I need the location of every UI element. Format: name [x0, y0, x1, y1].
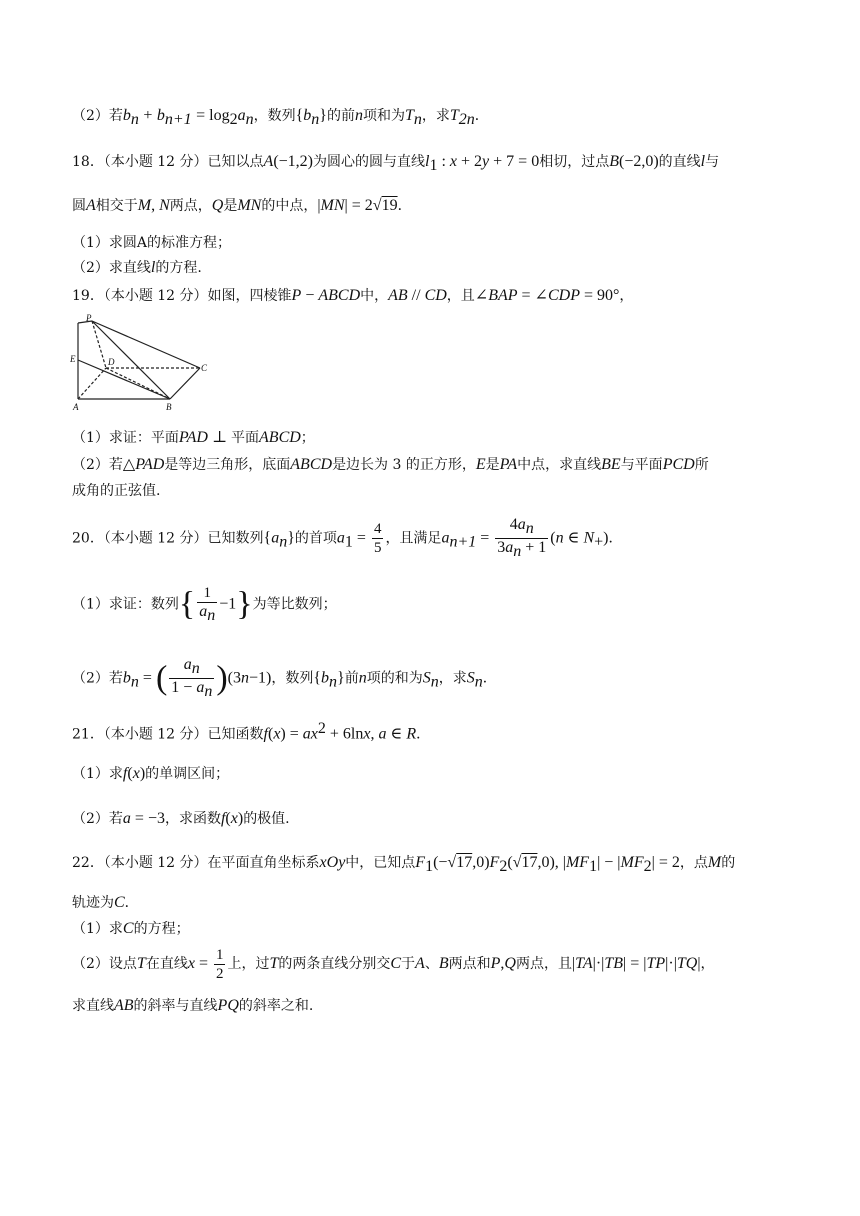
q18-stem-line2: 圆A相交于M, N两点，Q是MN的中点，|MN| = 2√19． — [72, 197, 412, 214]
label-a: A — [73, 402, 79, 412]
q22-part1: （1）求C的方程； — [72, 920, 190, 937]
pyramid-figure — [70, 313, 210, 413]
q21-part1: （1）求f(x)的单调区间； — [72, 765, 230, 782]
q18-part2: （2）求直线l的方程. — [72, 259, 202, 276]
q20-part2: （2）若$b_n$ = ( $\frac{a_n}{1 - a_n}$ )(3n−1)，数列$\{b_n\}$前n项的和为$S_n$，求$S_n$． — [72, 656, 497, 700]
q22-stem-line2: 轨迹为C． — [72, 894, 139, 911]
q19-stem: 19．（本小题 12 分）如图，四棱锥P − ABCD中，AB // CD，且∠BAP = ∠CDP = 90°， — [72, 287, 634, 304]
label-c: C — [201, 363, 208, 373]
q21-part2: （2）若a = −3，求函数f(x)的极值. — [72, 810, 290, 827]
label-d: D — [108, 357, 115, 367]
label-p: P — [86, 313, 92, 323]
q19-part1: （1）求证：平面PAD ⊥ 平面ABCD； — [72, 429, 315, 446]
q18-stem-line1: 18．（本小题 12 分）已知以点A(−1,2)为圆心的圆与直线$l_1$ : x + 2y + 7 = 0相切，过点B(−2,0)的直线l与 — [72, 153, 720, 174]
q20-part1: （1）求证：数列{ $\frac{1}{a_n}$ −1}为等比数列； — [72, 585, 337, 624]
q18-part1: （1）求圆A的标准方程； — [72, 235, 232, 251]
q19-part2-line1: （2）若△PAD是等边三角形，底面ABCD是边长为 3 的正方形，E是PA中点，求直线BE与平面PCD所 — [72, 456, 709, 473]
label-b: B — [166, 402, 172, 412]
q21-stem: 21．（本小题 12 分）已知函数$f(x) = ax^2 + 6\ln x$, a ∈ R． — [72, 720, 431, 743]
q17-part2: （2）若$b_n + b_{n+1} = \log_2a_n$，数列$\{b_n\}$的前n项和为$T_n$，求$T_{2n}$． — [72, 107, 489, 128]
q22-stem-line1: 22．（本小题 12 分）在平面直角坐标系xOy中，已知点$F_1(-√17,0)F_2(√17,0)$, $|MF_1| - |MF_2| = 2$，点M的 — [72, 854, 736, 875]
q19-part2-line2: 成角的正弦值. — [72, 483, 161, 499]
q20-stem: 20．（本小题 12 分）已知数列$\{a_n\}$的首项$a_1$ = $\frac{4}{5}$ ，且满足$a_{n+1}$ = $\frac{4a_n}{3a_n + 1}$ (n ∈ $N_+$)． — [72, 516, 623, 560]
label-e: E — [70, 354, 76, 364]
q22-part2-line1: （2）设点T在直线x = $\frac{1}{2}$ 上，过T的两条直线分别交C于A、B两点和P,Q两点，且|TA|·|TB| = |TP|·|TQ|， — [72, 946, 715, 982]
q22-part2-line2: 求直线AB的斜率与直线PQ的斜率之和. — [72, 997, 314, 1014]
